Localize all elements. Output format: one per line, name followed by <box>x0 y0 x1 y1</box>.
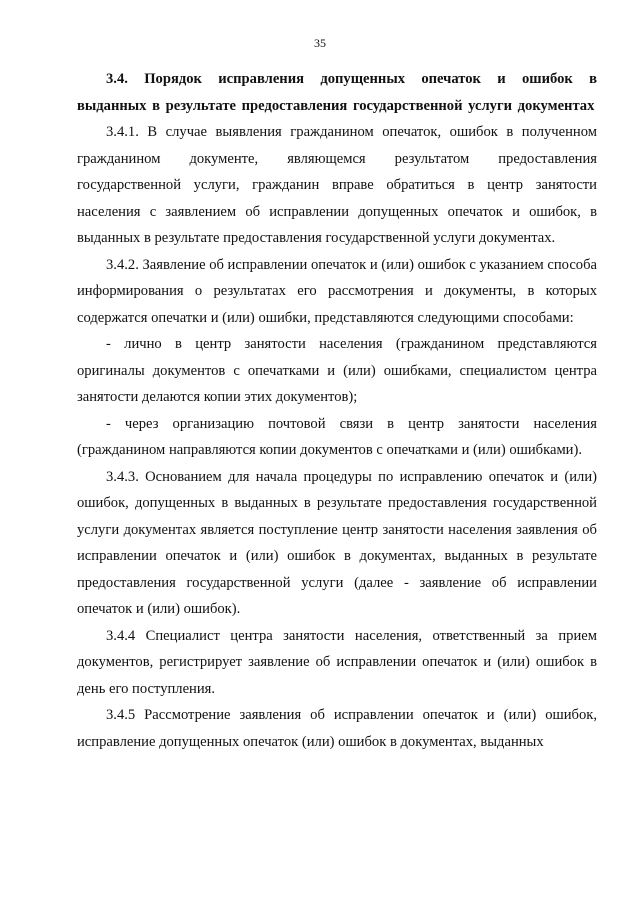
paragraph-3-4-5: 3.4.5 Рассмотрение заявления об исправлении опечаток и (или) ошибок, исправление допущенных опечаток (или) ошибок в документах, выданных <box>77 707 597 750</box>
document-body <box>77 66 597 755</box>
section-heading: 3.4. Порядок исправления допущенных опечаток и ошибок в выданных в результате предоставления государственной услуги документах <box>77 71 597 114</box>
paragraph-3-4-4: 3.4.4 Специалист центра занятости населения, ответственный за прием документов, регистрирует заявление об исправлении опечаток и (или) ошибок в день его поступления. <box>77 627 597 697</box>
paragraph-3-4-2: 3.4.2. Заявление об исправлении опечаток и (или) ошибок с указанием способа информирования о результатах его рассмотрения и документы, в которых содержатся опечатки и (или) ошибки, представляются следующими способами: <box>77 256 597 326</box>
paragraph-3-4-1: 3.4.1. В случае выявления гражданином опечаток, ошибок в полученном гражданином документе, являющемся результатом предоставления государственной услуги, гражданин вправе обратиться в центр занятости населения с заявлением об исправлении допущенных опечаток и ошибок, в выданных в результате предоставления государственной услуги документах. <box>77 124 597 246</box>
page-number: 35 <box>314 36 326 50</box>
paragraph-3-4-3: 3.4.3. Основанием для начала процедуры по исправлению опечаток и (или) ошибок, допущенных в выданных в результате предоставления государственной услуги документах является поступление центр занятости населения заявления об исправлении опечаток и (или) ошибок в документах, выданных в результате предоставления государственной услуги (далее - заявление об исправлении опечаток и (или) ошибок). <box>77 468 597 617</box>
list-item-by-mail: - через организацию почтовой связи в центр занятости населения (гражданином направляются копии документов с опечатками и (или) ошибками). <box>77 415 597 458</box>
list-item-in-person: - лично в центр занятости населения (гражданином представляются оригиналы документов с опечатками и (или) ошибками, специалистом центра занятости делаются копии этих документов); <box>77 336 597 405</box>
